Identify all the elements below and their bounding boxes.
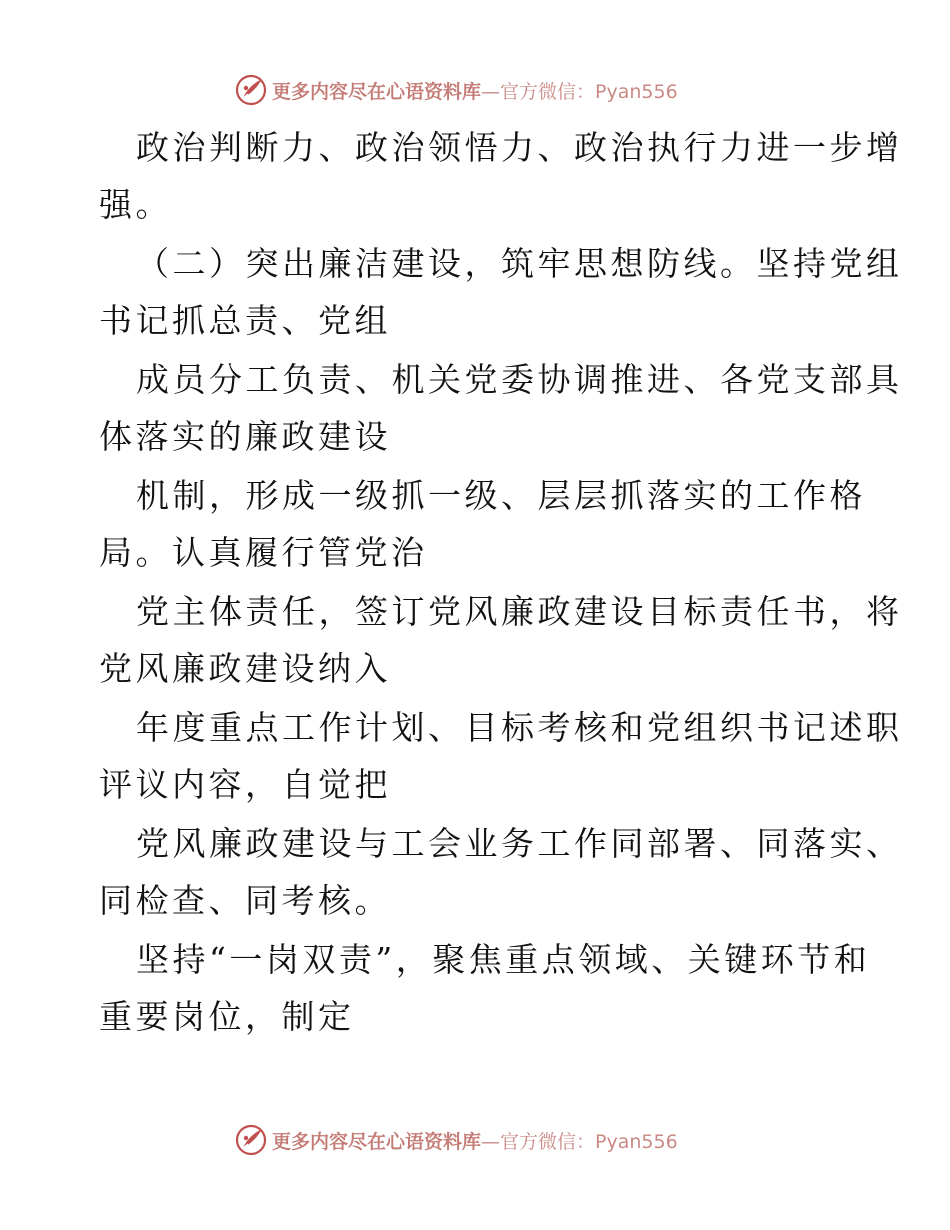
text-line: 同检查、同考核。: [99, 881, 391, 920]
quill-logo-icon: [234, 73, 268, 107]
footer-watermark: [234, 1122, 678, 1158]
text-line: 重要岗位，制定: [99, 997, 355, 1036]
text-line: 年度重点工作计划、目标考核和党组织书记述职: [136, 708, 903, 747]
text-line: 坚持“一岗双责”，聚焦重点领域、关键环节和: [136, 940, 871, 979]
text-line: 局。认真履行管党治: [99, 533, 428, 572]
text-line: 评议内容，自觉把: [99, 765, 391, 804]
text-line: 党风廉政建设与工会业务工作同部署、同落实、: [136, 824, 903, 863]
quill-logo-icon: [234, 1123, 268, 1157]
text-line: 书记抓总责、党组: [99, 301, 391, 340]
text-line: 成员分工负责、机关党委协调推进、各党支部具: [136, 360, 903, 399]
watermark-wechat-label: 官方微信：: [500, 80, 596, 103]
text-line: 政治判断力、政治领悟力、政治执行力进一步增: [136, 128, 903, 167]
watermark-dash: —: [481, 80, 501, 103]
text-line: （二）突出廉洁建设，筑牢思想防线。坚持党组: [136, 244, 903, 283]
text-line: 党风廉政建设纳入: [99, 649, 391, 688]
watermark-main-text: 更多内容尽在心语资料库: [272, 1130, 482, 1153]
watermark-wechat-id: Pyan556: [595, 1130, 678, 1153]
watermark-wechat-id: Pyan556: [595, 80, 678, 103]
watermark-text: [272, 1127, 678, 1154]
watermark-wechat-label: 官方微信：: [500, 1130, 596, 1153]
text-line: 体落实的廉政建设: [99, 417, 391, 456]
text-line: 机制，形成一级抓一级、层层抓落实的工作格: [136, 476, 866, 515]
text-line: 党主体责任，签订党风廉政建设目标责任书，将: [136, 592, 903, 631]
text-line: 强。: [99, 185, 172, 224]
header-watermark: [234, 72, 678, 108]
watermark-text: [272, 77, 678, 104]
watermark-main-text: 更多内容尽在心语资料库: [272, 80, 482, 103]
watermark-dash: —: [481, 1130, 501, 1153]
